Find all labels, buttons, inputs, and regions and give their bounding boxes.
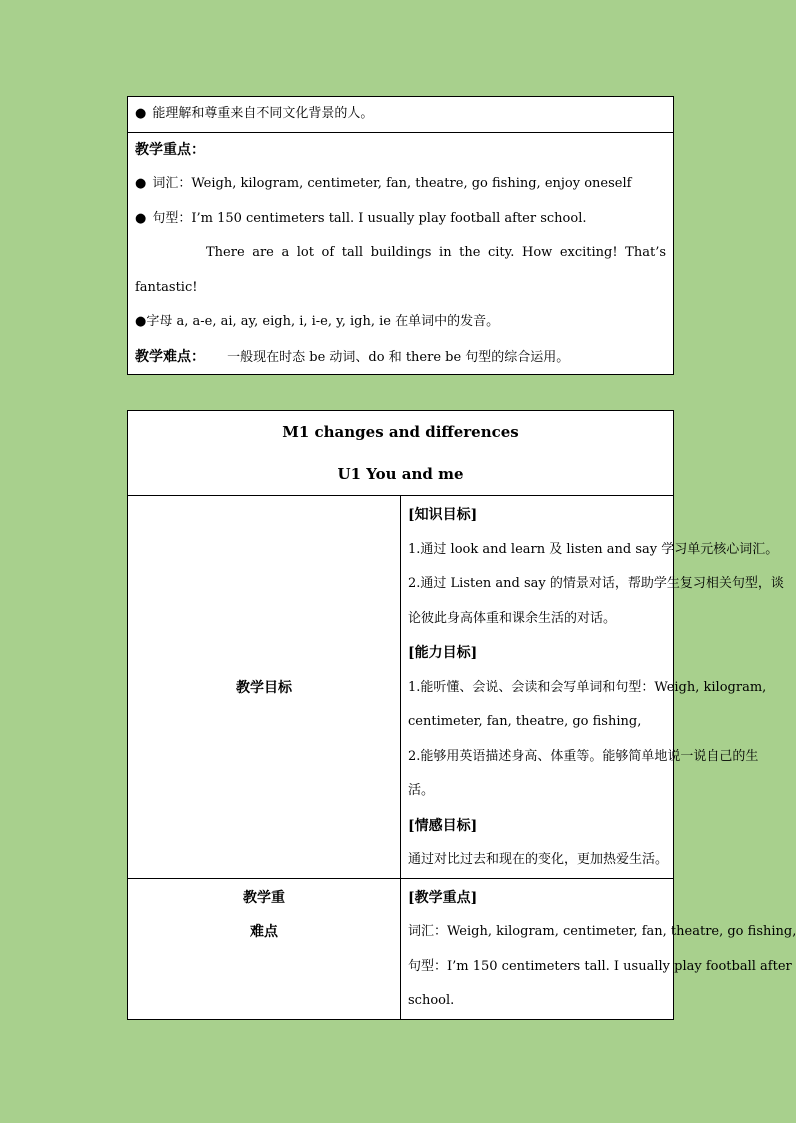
unit-plan-table [127,410,796,1020]
ability-2a: 2.能够用英语描述身高、体重等。能够简单地说一说自己的生 [408,748,759,764]
bullet: ● [135,314,147,329]
lesson-summary-table [127,96,674,375]
keydiff-sentence: 句型：I’m 150 centimeters tall. I usually play football after [408,958,792,974]
module-title: M1 changes and differences [282,423,519,441]
unit-title: U1 You and me [337,465,464,483]
bullet: ● [135,176,147,191]
bullet: ● [135,106,147,121]
difficulty-text: 一般现在时态 be 动词、do 和 there be 句型的综合运用。 [227,349,570,365]
keydiff-label-1: 教学重 [243,889,285,906]
keydiff-label-2: 难点 [250,924,278,940]
ability-header: [能力目标] [408,645,478,661]
culture-row [128,97,674,133]
emotion-header: [情感目标] [408,817,478,834]
key-points-label: 教学重点： [135,141,205,158]
knowledge-2b: 论彼此身高体重和课余生活的对话。 [408,610,617,626]
bullet: ● [135,210,147,226]
keydiff-content [401,878,796,1019]
keydiff-sentence-2: school. [408,993,455,1008]
emotion-1: 通过对比过去和现在的变化，更加热爱生活。 [408,852,669,867]
knowledge-2a: 2.通过 Listen and say 的情景对话，帮助学生复习相关句型，谈 [408,576,784,591]
sentence-line-2: There are a lot of tall buildings in the city. How exciting! That’s [206,245,666,260]
goals-content [401,496,784,879]
keydiff-vocab: 词汇：Weigh, kilogram, centimeter, fan, theatre, go fishing, [408,924,796,939]
ability-1a: 1.能听懂、会说、会读和会写单词和句型：Weigh, kilogram, [408,679,767,695]
culture-text: 能理解和尊重来自不同文化背景的人。 [152,106,374,121]
knowledge-header: [知识目标] [408,507,478,523]
goals-label: 教学目标 [128,496,401,879]
keydiff-label [128,878,401,1019]
ability-2b: 活。 [408,783,435,798]
ability-1b: centimeter, fan, theatre, go fishing, [408,714,642,729]
sentence-line-3: fantastic! [135,279,198,295]
vocab-line: 词汇：Weigh, kilogram, centimeter, fan, theatre, go fishing, enjoy oneself [152,176,632,191]
sentence-line: 句型：I’m 150 centimeters tall. I usually play football after school. [152,210,587,226]
keydiff-header: [教学重点] [408,889,478,906]
difficulty-label: 教学难点： [135,348,205,365]
letters-line: 字母 a, a-e, ai, ay, eigh, i, i-e, y, igh, ie 在单词中的发音。 [146,314,500,329]
knowledge-1: 1.通过 look and learn 及 listen and say 学习单元核心词汇。 [408,541,779,557]
key-points-cell [128,132,674,375]
unit-title-cell [128,411,674,496]
